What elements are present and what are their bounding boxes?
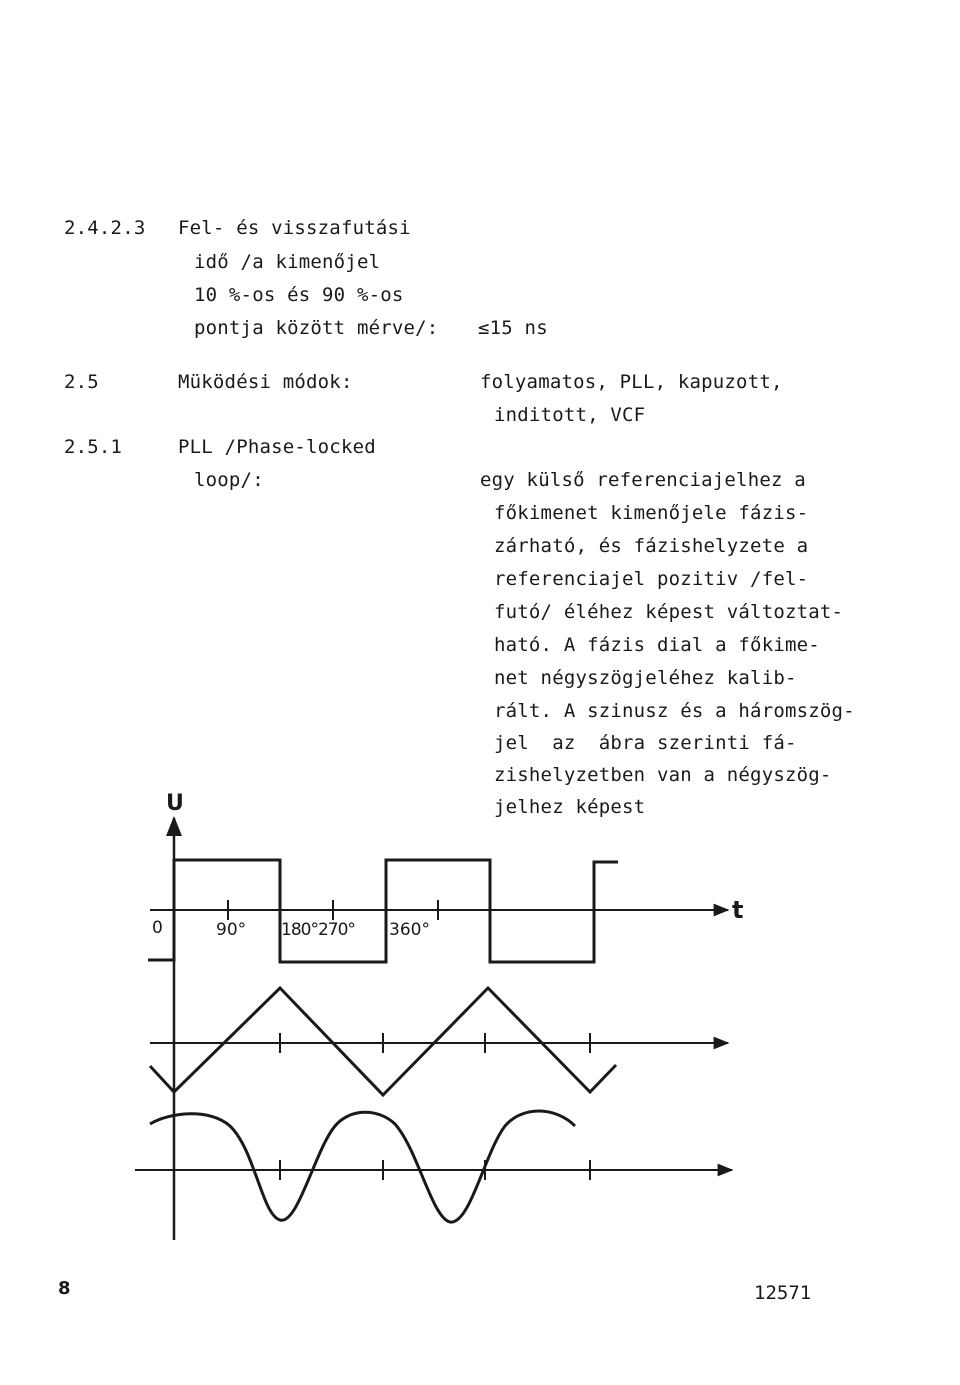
section-value-line: zárható, és fázishelyzete a bbox=[494, 535, 809, 557]
section-value-line: ≤15 ns bbox=[478, 317, 548, 339]
section-value-line: rált. A szinusz és a háromszög- bbox=[494, 700, 855, 722]
section-label-line: loop/: bbox=[194, 469, 264, 491]
section-value-line: főkimenet kimenőjele fázis- bbox=[494, 502, 809, 524]
section-value-line: folyamatos, PLL, kapuzott, bbox=[480, 371, 783, 393]
section-label-line: idő /a kimenőjel bbox=[194, 251, 381, 273]
y-axis-label: U bbox=[166, 791, 184, 816]
section-value-line: ható. A fázis dial a főkime- bbox=[494, 634, 820, 656]
section-label-line: pontja között mérve/: bbox=[194, 317, 439, 339]
section-value-line: referenciajel pozitiv /fel- bbox=[494, 568, 809, 590]
sine-wave bbox=[150, 1111, 575, 1222]
section-label-line: PLL /Phase-locked bbox=[178, 436, 376, 458]
page-number: 8 bbox=[58, 1278, 71, 1299]
section-number: 2.5.1 bbox=[64, 436, 123, 458]
waveform-diagram bbox=[0, 780, 960, 1260]
section-label-line: Fel- és visszafutási bbox=[178, 217, 411, 239]
section-value-line: inditott, VCF bbox=[494, 404, 646, 426]
section-label-line: 10 %-os és 90 %-os bbox=[194, 284, 404, 306]
section-value-line: futó/ éléhez képest változtat- bbox=[494, 601, 844, 623]
section-number: 2.4.2.3 bbox=[64, 217, 146, 239]
section-number: 2.5 bbox=[64, 371, 99, 393]
section-value-line: zishelyzetben van a négyszög- bbox=[494, 764, 832, 786]
section-value-line: egy külső referenciajelhez a bbox=[480, 469, 806, 491]
x-axis-label: t bbox=[732, 896, 744, 924]
tick-label-90: 90° bbox=[216, 920, 247, 940]
tick-label-0: 0 bbox=[152, 918, 163, 938]
section-label-line: Müködési módok: bbox=[178, 371, 353, 393]
tick-label-180-270: 180°270° bbox=[281, 920, 355, 940]
tick-label-360: 360° bbox=[389, 920, 430, 940]
section-value-line: net négyszögjeléhez kalib- bbox=[494, 667, 797, 689]
document-code: 12571 bbox=[754, 1282, 812, 1304]
section-value-line: jelhez képest bbox=[494, 796, 646, 818]
section-value-line: jel az ábra szerinti fá- bbox=[494, 732, 797, 754]
